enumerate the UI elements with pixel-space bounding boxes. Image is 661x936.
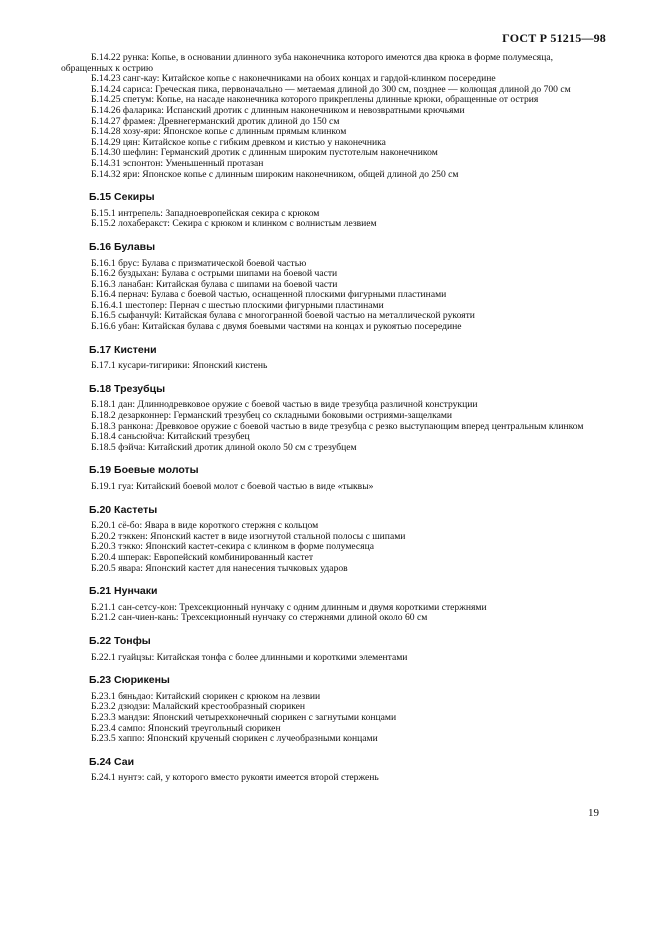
list-item: Б.16.4.1 шестопер: Пернач с шестью плоскими фигурными пластинами [91, 299, 384, 311]
list-item: Б.14.31 эспонтон: Уменьшенный протазан [91, 157, 264, 169]
list-item: Б.16.4 пернач: Булава с боевой частью, оснащенной плоскими фигурными пластинами [91, 289, 447, 301]
list-item: Б.18.5 фэйча: Китайский дротик длиной около 50 см с трезубцем [91, 441, 357, 453]
entries-b14 [61, 53, 601, 180]
list-item: Б.20.1 сё-бо: Явара в виде короткого стержня с кольцом [91, 520, 319, 532]
page-number: 19 [588, 807, 599, 819]
list-item: Б.24.1 нунтэ: сай, у которого вместо рукояти имеется второй стержень [91, 772, 379, 784]
list-item: Б.23.5 хаппо: Японский крученый сюрикен с лучеобразными концами [91, 733, 378, 745]
list-item: Б.16.5 сыфанчуй: Китайская булава с многогранной боевой частью на металлической рукояти [91, 310, 475, 322]
list-item: Б.14.25 спетум: Копье, на насаде наконечника которого прикреплены длинные крюки, обращенные от острия [91, 94, 539, 106]
list-item: Б.18.1 дан: Длиннодревковое оружие с боевой частью в виде трезубца различной конструкции [91, 399, 478, 411]
list-item: Б.16.6 убан: Китайская булава с двумя боевыми частями на концах и рукоятью посередине [91, 321, 462, 333]
section-heading: Б.24 Саи [89, 755, 135, 768]
list-item: Б.14.24 сариса: Греческая пика, первоначально — метаемая длиной до 300 см, позднее — колющая длиной до 700 см [91, 83, 571, 95]
list-item: Б.18.3 ранкона: Древковое оружие с боевой частью в виде трезубца с резко выступающим вперед центральным клинком [91, 420, 584, 432]
section-heading: Б.20 Кастеты [89, 503, 158, 516]
list-item: Б.23.1 бяньдао: Китайский сюрикен с крюком на лезвии [91, 690, 321, 702]
list-item: Б.20.3 тэкко: Японский кастет-секира с клинком в форме полумесяца [91, 541, 374, 553]
list-item: Б.20.2 тэккен: Японский кастет в виде изогнутой стальной полосы с шипами [91, 530, 406, 542]
list-item: Б.14.22 рунка: Копье, в основании длинного зуба наконечника которого имеются два крюка в форме полумесяца, обращенных к острию [61, 52, 553, 74]
list-item: Б.14.23 санг-кау: Китайское копье с наконечниками на обоих концах и гардой-клинком посередине [91, 73, 496, 85]
document-header: ГОСТ Р 51215—98 [502, 31, 606, 45]
list-item: Б.14.32 яри: Японское копье с длинным широким наконечником, общей длиной до 250 см [91, 168, 459, 180]
list-item: Б.14.29 цян: Китайское копье с гибким древком и кистью у наконечника [91, 136, 386, 148]
list-item: Б.14.26 фаларика: Испанский дротик с длинным наконечником и невозвратными крючьями [91, 104, 465, 116]
section-heading: Б.19 Боевые молоты [89, 464, 199, 477]
list-item: Б.17.1 кусари-тигирики: Японский кистень [91, 360, 268, 372]
list-item: Б.19.1 гуа: Китайский боевой молот с боевой частью в виде «тыквы» [91, 481, 374, 492]
list-item: Б.14.28 хозу-яри: Японское копье с длинным прямым клинком [91, 126, 347, 138]
list-item: Б.18.2 дезарконнер: Германский трезубец со складными боковыми остриями-защелками [91, 410, 453, 422]
list-item: Б.14.30 шефлин: Германский дротик с длинным широким пустотелым наконечником [91, 147, 438, 159]
list-item: Б.20.5 явара: Японский кастет для нанесения тычковых ударов [91, 562, 348, 574]
list-item: Б.16.3 ланабан: Китайская булава с шипами на боевой части [91, 278, 338, 290]
list-item: Б.16.2 буздыхан: Булава с острыми шипами на боевой части [91, 268, 338, 280]
section-heading: Б.15 Секиры [89, 191, 155, 204]
list-item: Б.20.4 шперак: Европейский комбинированный кастет [91, 551, 314, 563]
section-heading: Б.23 Сюрикены [89, 674, 170, 687]
list-item: Б.21.2 сан-чиен-кань: Трехсекционный нунчаку со стержнями длиной около 60 см [91, 612, 428, 624]
list-item: Б.14.27 фрамея: Древнегерманский дротик длиной до 150 см [91, 115, 340, 127]
list-item: Б.18.4 саньсюйча: Китайский трезубец [91, 431, 250, 443]
list-item: Б.23.4 сампо: Японский треугольный сюрикен [91, 722, 281, 734]
list-item: Б.22.1 гуайцзы: Китайская тонфа с более длинными и короткими элементами [91, 651, 408, 663]
section-heading: Б.22 Тонфы [89, 634, 151, 647]
list-item: Б.23.3 мандзи: Японский четырехконечный сюрикен с загнутыми концами [91, 711, 397, 723]
section-heading: Б.18 Трезубцы [89, 382, 166, 395]
list-item: Б.15.1 интрепель: Западноевропейская секира с крюком [91, 207, 320, 219]
document-body [61, 53, 601, 784]
list-item: Б.23.2 дзюдзи: Малайский крестообразный сюрикен [91, 701, 306, 713]
list-item: Б.16.1 брус: Булава с призматической боевой частью [91, 257, 307, 269]
section-heading: Б.21 Нунчаки [89, 585, 158, 598]
list-item: Б.21.1 сан-сетсу-кон: Трехсекционный нунчаку с одним длинным и двумя короткими стержнями [91, 601, 487, 613]
list-item: Б.15.2 лохаберакст: Секира с крюком и клинком с волнистым лезвием [91, 218, 377, 230]
section-heading: Б.17 Кистени [89, 343, 157, 356]
section-heading: Б.16 Булавы [89, 240, 156, 253]
